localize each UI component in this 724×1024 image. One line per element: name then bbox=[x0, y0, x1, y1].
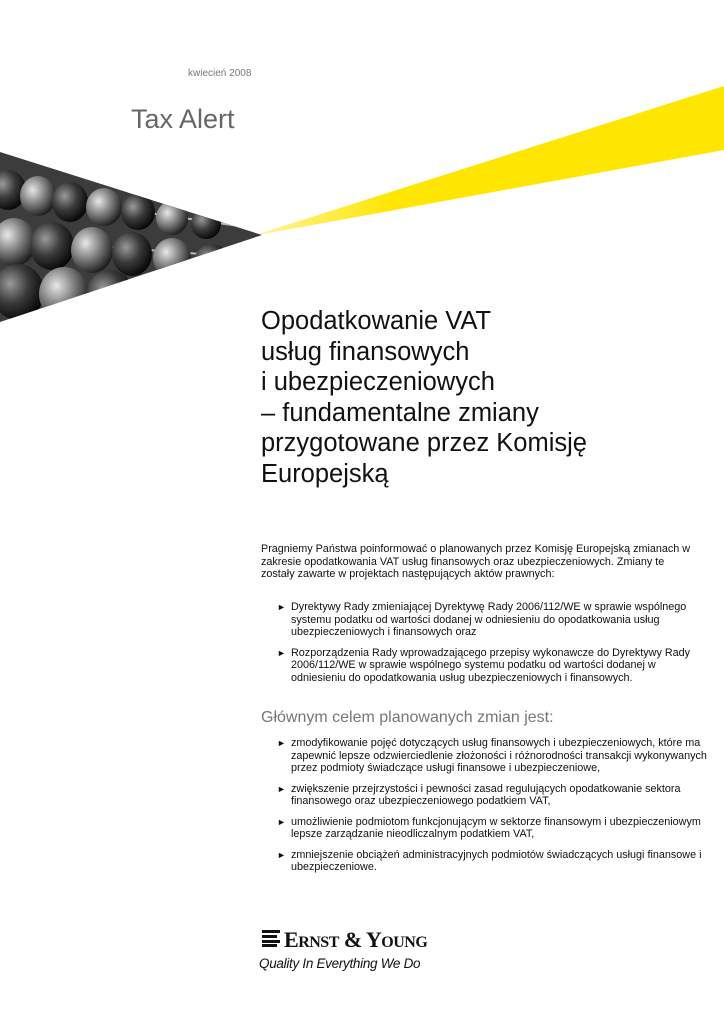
acts-list bbox=[277, 601, 707, 684]
list-item-text: umożliwienie podmiotom funkcjonującym w sektorze finansowym i ubezpieczeniowym lepsze zarządzanie nieodliczalnym podatkiem VAT, bbox=[291, 815, 701, 840]
triangle-bullet-icon: ► bbox=[277, 783, 286, 794]
logo-letters: OUNG bbox=[381, 934, 428, 951]
logo-tagline: Quality In Everything We Do bbox=[259, 956, 421, 971]
logo-letter: Y bbox=[365, 927, 382, 952]
triangle-bullet-icon: ► bbox=[277, 849, 286, 860]
title-line: przygotowane przez Komisję bbox=[261, 429, 587, 457]
triangle-bullet-icon: ► bbox=[277, 647, 286, 658]
triangle-bullet-icon: ► bbox=[277, 602, 286, 612]
header-artwork bbox=[0, 0, 724, 330]
list-item bbox=[277, 737, 707, 775]
triangle-bullet-icon: ► bbox=[277, 816, 286, 827]
abacus-image bbox=[0, 150, 280, 325]
list-item-text: Rozporządzenia Rady wprowadzającego przepisy wykonawcze do Dyrektywy Rady 2006/112/WE w sprawie wspólnego systemu podatku od wartości dodanej w odniesieniu do opodatkowania usług ubezpieczeniowych i finansowych. bbox=[291, 646, 691, 684]
title-line: – fundamentalne zmiany bbox=[261, 398, 539, 427]
company-logo bbox=[259, 927, 482, 978]
intro-paragraph: Pragniemy Państwa poinformować o planowanych przez Komisję Europejską zmianach w zakresie opodatkowania VAT usług finansowych oraz ubezpieczeniowych. Zmiany te zostały zawarte w projektach następujących aktów prawnych: bbox=[261, 543, 691, 580]
title-line: Opodatkowanie VAT bbox=[261, 307, 492, 335]
yellow-beam-graphic bbox=[252, 86, 724, 236]
logo-wordmark bbox=[284, 927, 427, 953]
goals-heading: Głównym celem planowanych zmian jest: bbox=[261, 709, 554, 726]
goals-list bbox=[277, 737, 707, 874]
title-line: usług finansowych bbox=[261, 337, 470, 366]
list-item-text: zwiększenie przejrzystości i pewności zasad regulujących opodatkowanie sektora finansowego oraz ubezpieczeniowego podatkiem VAT, bbox=[291, 782, 681, 807]
logo-letters: RNST bbox=[298, 934, 339, 951]
title-line: i ubezpieczeniowych bbox=[261, 368, 495, 396]
triangle-bullet-icon: ► bbox=[277, 738, 286, 748]
document-title bbox=[261, 306, 661, 489]
list-item bbox=[277, 647, 707, 685]
list-item bbox=[277, 816, 707, 841]
list-item-text: zmodyfikowanie pojęć dotyczących usług finansowych i ubezpieczeniowych, które ma zapewnić lepsze odzwierciedlenie złożoności i różnorodności transakcji wykonywanych przez podmioty świadczące usługi finansowe i ubezpieczeniowe, bbox=[291, 737, 707, 774]
list-item bbox=[277, 783, 707, 808]
list-item bbox=[277, 601, 707, 639]
list-item-text: zmniejszenie obciążeń administracyjnych podmiotów świadczących usługi finansowe i ubezpieczeniowe. bbox=[291, 848, 702, 873]
logo-ampersand: & bbox=[338, 927, 366, 952]
list-item-text: Dyrektywy Rady zmieniającej Dyrektywę Rady 2006/112/WE w sprawie wspólnego systemu podatku od wartości dodanej w odniesieniu do opodatkowania usług ubezpieczeniowych i finansowych oraz bbox=[291, 601, 687, 638]
series-title: Tax Alert bbox=[131, 104, 235, 134]
ernst-young-logo-mark bbox=[262, 930, 280, 947]
title-line: Europejską bbox=[261, 459, 389, 488]
list-item bbox=[277, 849, 707, 874]
issue-date: kwiecień 2008 bbox=[188, 68, 252, 79]
logo-letter: E bbox=[284, 927, 299, 952]
